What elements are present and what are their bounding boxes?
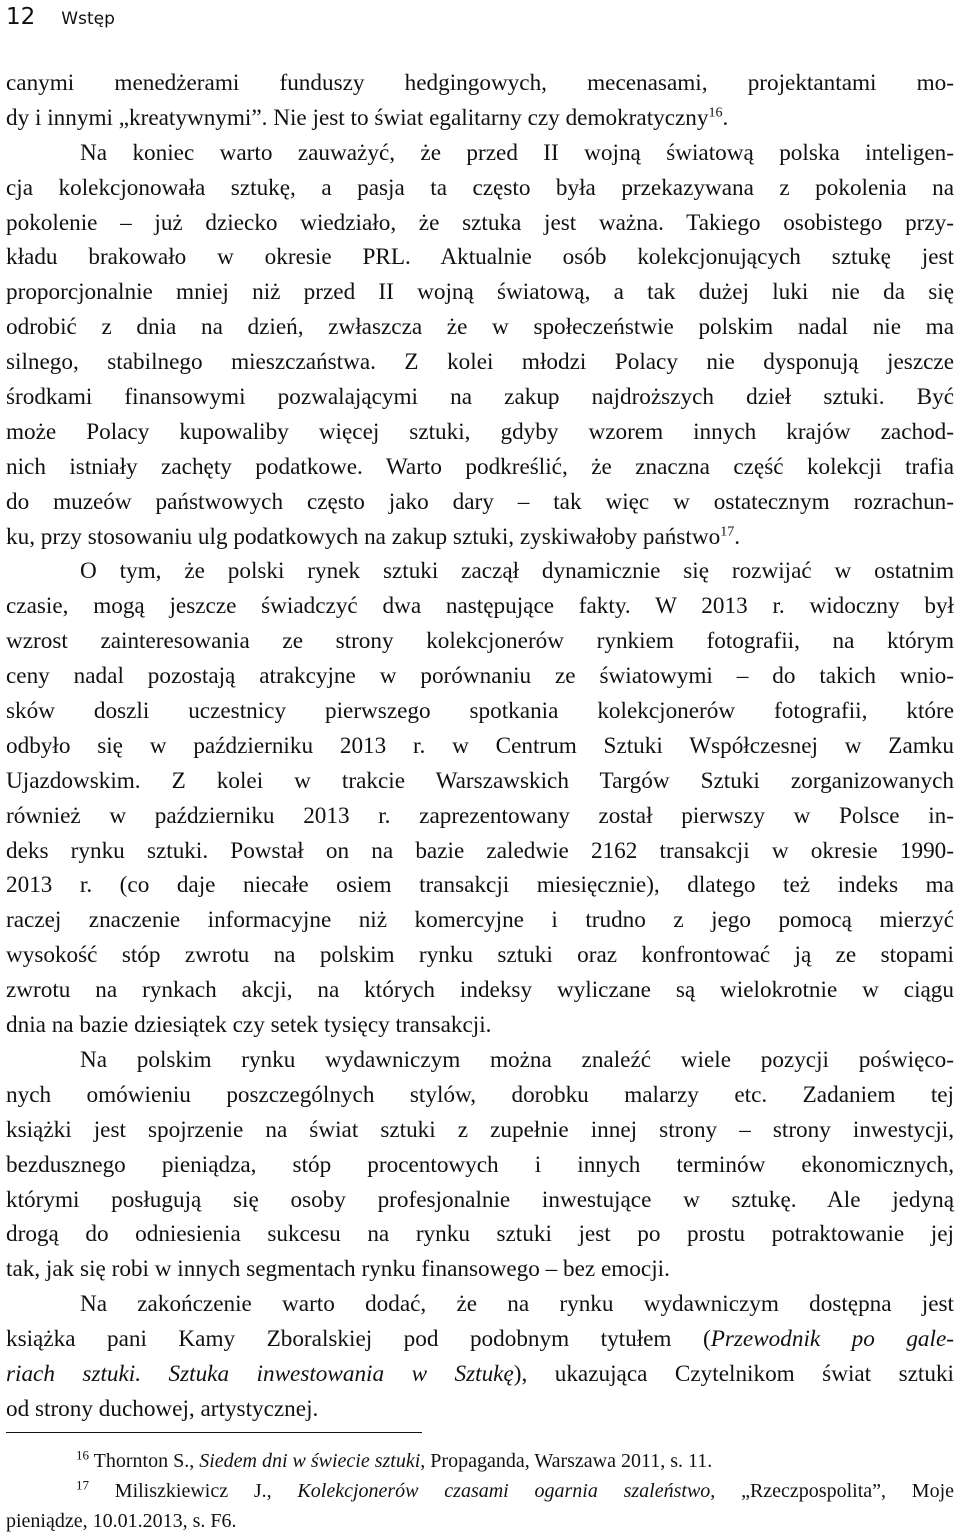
- page-number: 12: [6, 4, 36, 30]
- footnote-author: Thornton S.,: [93, 1450, 200, 1472]
- text-line: zwrotu na rynkach akcji, na których indeksy wyliczane są wielokrotnie w ciągu: [6, 977, 954, 1004]
- text-line: dy i innymi „kreatywnymi”. Nie jest to świat egalitarny czy demokratyczny$^{16}$.: [6, 104, 729, 131]
- text-line: czasie, mogą jeszcze świadczyć dwa następujące fakty. W 2013 r. widoczny był: [6, 593, 954, 620]
- text-line: Na zakończenie warto dodać, że na rynku wydawniczym dostępna jest: [80, 1291, 954, 1318]
- text-line: [6, 1322, 954, 1357]
- text-line: tak, jak się robi w innych segmentach rynku finansowego – bez emocji.: [6, 1256, 670, 1283]
- footnote: [6, 1476, 954, 1506]
- text-line: ku, przy stosowaniu ulg podatkowych na zakup sztuki, zyskiwałoby państwo$^{17}$.: [6, 523, 740, 550]
- text-line: dnia na bazie dziesiątek czy setek tysięcy transakcji.: [6, 1012, 492, 1039]
- text-segment: książka pani Kamy Zboralskiej pod podobnym tytułem (: [6, 1326, 711, 1353]
- text-line: deks rynku sztuki. Powstał on na bazie zaledwie 2162 transakcji w okresie 1990-: [6, 837, 954, 864]
- text-line: kładu brakowało w okresie PRL. Aktualnie osób kolekcjonujących sztukę jest: [6, 244, 954, 271]
- paragraph: [6, 1287, 954, 1427]
- text-line: canymi menedżerami funduszy hedgingowych, mecenasami, projektantami mo-: [6, 70, 954, 96]
- paragraph: [6, 554, 954, 1042]
- text-line-content: ku, przy stosowaniu ulg podatkowych na zakup sztuki, zyskiwałoby państwo: [6, 523, 721, 550]
- text-line-content: dy i innymi „kreatywnymi”. Nie jest to świat egalitarny czy demokratyczny: [6, 104, 709, 131]
- running-head: Wstęp: [61, 9, 115, 29]
- book-title: Przewodnik po gale-: [710, 1326, 954, 1353]
- text-line: wysokość stóp zwrotu na polskim rynku sztuki oraz konfrontować ją ze stopami: [6, 942, 954, 969]
- text-line: ceny nadal pozostają atrakcyjne w porównaniu ze światowymi – do takich wnio-: [6, 663, 954, 690]
- text-line: wzrost zainteresowania ze strony kolekcjonerów rynkiem fotografii, na którym: [6, 628, 954, 655]
- footnote-separator: [6, 1432, 422, 1433]
- footnote-number: 17: [76, 1477, 89, 1493]
- text-line: którymi posługują się osoby profesjonalnie inwestujące w sztukę. Ale jedyną: [6, 1186, 954, 1213]
- text-line: do muzeów państwowych często jako dary – tak więc w ostatecznym rozrachun-: [6, 488, 954, 515]
- text-line: nych omówieniu poszczególnych stylów, dorobku malarzy etc. Zadaniem tej: [6, 1081, 954, 1108]
- text-line: 2013 r. (co daje niecałe osiem transakcji miesięcznie), dlatego też indeks ma: [6, 872, 954, 899]
- paragraph: [6, 136, 954, 555]
- text-line: silnego, stabilnego mieszczaństwa. Z kolei młodzi Polacy nie dysponują jeszcze: [6, 349, 954, 376]
- text-line: O tym, że polski rynek sztuki zaczął dynamicznie się rozwijać w ostatnim: [80, 558, 954, 585]
- text-line: [6, 1357, 954, 1392]
- footnotes: [6, 1446, 954, 1536]
- text-line: może Polacy kupowaliby więcej sztuki, gdyby wzorem innych krajów zachod-: [6, 418, 954, 445]
- footnote-title: Siedem dni w świecie sztuki: [199, 1450, 421, 1472]
- footnote: [6, 1446, 954, 1476]
- text-line: od strony duchowej, artystycznej.: [6, 1395, 319, 1422]
- paragraph: [6, 1043, 954, 1287]
- footnote-details: , Propaganda, Warszawa 2011, s. 11.: [420, 1450, 713, 1472]
- text-line: również w październiku 2013 r. zaprezentowany został pierwszy w Polsce in-: [6, 802, 954, 829]
- text-line: Na polskim rynku wydawniczym można znaleźć wiele pozycji poświęco-: [80, 1046, 954, 1073]
- text-line: cja kolekcjonowała sztukę, a pasja ta często była przekazywana z pokolenia na: [6, 174, 954, 201]
- footnote-author: Miliszkiewicz J.,: [114, 1480, 298, 1502]
- footnote-ref[interactable]: 16: [708, 105, 723, 121]
- footnote-continuation: pieniądze, 10.01.2013, s. F6.: [6, 1510, 237, 1532]
- footnote-title: Kolekcjonerów czasami ogarnia szaleństwo: [297, 1480, 711, 1502]
- text-line: proporcjonalnie mniej niż przed II wojną światową, a tak dużej luki nie da się: [6, 279, 954, 306]
- text-line: Na koniec warto zauważyć, że przed II wojną światową polska inteligen-: [80, 139, 954, 166]
- page-header: [6, 0, 115, 34]
- text-line: odrobić z dnia na dzień, zwłaszcza że w społeczeństwie polskim nadal nie ma: [6, 314, 954, 341]
- text-line: raczej znaczenie informacyjne niż komercyjne i trudno z jego pomocą mierzyć: [6, 907, 954, 934]
- footnote-details: , „Rzeczpospolita”, Moje: [710, 1480, 954, 1502]
- text-line: pokolenie – już dziecko wiedziało, że sztuka jest ważna. Takiego osobistego przy-: [6, 209, 954, 236]
- text-line: nich istniały zachęty podatkowe. Warto podkreślić, że znaczna część kolekcji trafia: [6, 453, 954, 480]
- text-line: drogą do odniesienia sukcesu na rynku sztuki jest po prostu potraktowanie jej: [6, 1221, 954, 1248]
- body-text: [6, 66, 954, 1427]
- text-line: książki jest spojrzenie na świat sztuki z zupełnie innej strony – strony inwestycji,: [6, 1116, 954, 1143]
- footnote-number: 16: [76, 1447, 89, 1463]
- footnote-ref[interactable]: 17: [720, 523, 735, 539]
- text-line: Ujazdowskim. Z kolei w trakcie Warszawskich Targów Sztuki zorganizowanych: [6, 767, 954, 794]
- text-line: sków doszli uczestnicy pierwszego spotkania kolekcjonerów fotografii, które: [6, 698, 954, 725]
- book-title: riach sztuki. Sztuka inwestowania w Sztukę: [6, 1360, 514, 1387]
- text-segment: ), ukazująca Czytelnikom świat sztuki: [513, 1360, 954, 1387]
- paragraph: [6, 66, 954, 136]
- text-line: środkami finansowymi pozwalającymi na zakup najdroższych dzieł sztuki. Być: [6, 384, 954, 411]
- text-line: bezdusznego pieniądza, stóp procentowych i innych terminów ekonomicznych,: [6, 1151, 954, 1178]
- text-line: odbyło się w październiku 2013 r. w Centrum Sztuki Współczesnej w Zamku: [6, 732, 954, 759]
